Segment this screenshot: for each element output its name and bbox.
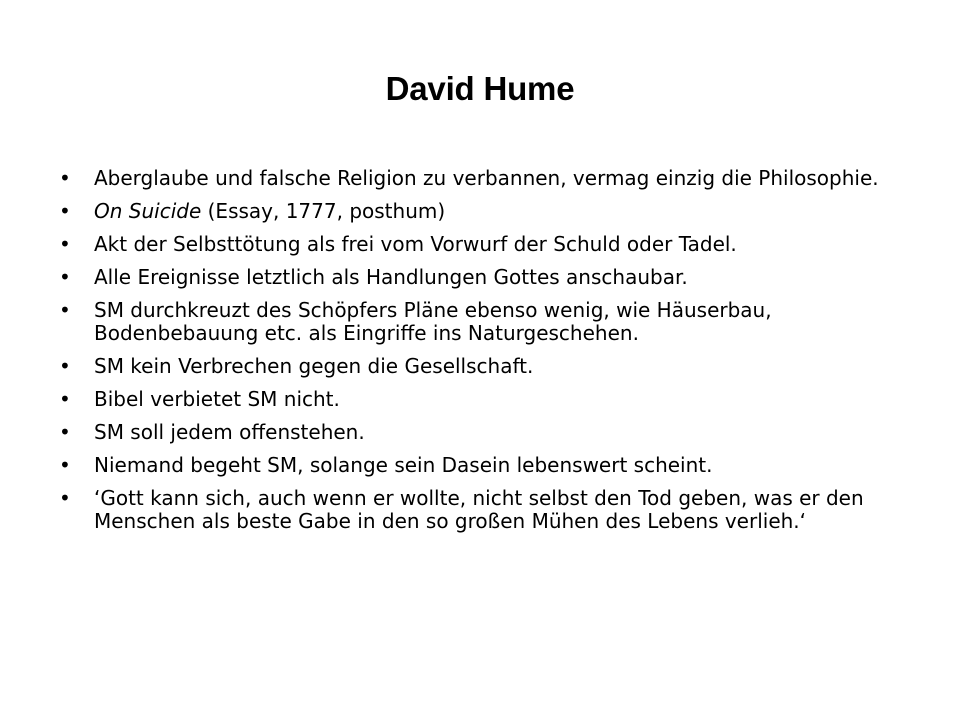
bullet-item <box>58 487 908 533</box>
bullet-icon: • <box>59 453 71 477</box>
bullet-item <box>58 355 908 378</box>
bullet-item <box>58 421 908 444</box>
bullet-text: (Essay, 1777, posthum) <box>201 199 446 223</box>
bullet-text: Akt der Selbsttötung als frei vom Vorwurf der Schuld oder Tadel. <box>94 232 737 256</box>
bullet-item <box>58 454 908 477</box>
bullet-item <box>58 233 908 256</box>
bullet-icon: • <box>59 420 71 444</box>
bullet-text: Niemand begeht SM, solange sein Dasein lebenswert scheint. <box>94 453 713 477</box>
bullet-item <box>58 200 908 223</box>
bullet-list <box>58 167 908 543</box>
bullet-item <box>58 299 908 345</box>
bullet-item <box>58 388 908 411</box>
bullet-text: SM durchkreuzt des Schöpfers Pläne ebenso wenig, wie Häuserbau, Bodenbebauung etc. als Eingriffe ins Naturgeschehen. <box>94 298 772 345</box>
bullet-icon: • <box>59 354 71 378</box>
bullet-item <box>58 167 908 190</box>
bullet-title-italic: On Suicide <box>94 199 202 223</box>
bullet-text: Alle Ereignisse letztlich als Handlungen Gottes anschaubar. <box>94 265 688 289</box>
bullet-text: SM soll jedem offenstehen. <box>94 420 365 444</box>
slide-title: David Hume <box>385 70 575 107</box>
bullet-text: Bibel verbietet SM nicht. <box>94 387 340 411</box>
bullet-text: SM kein Verbrechen gegen die Gesellschaft. <box>94 354 534 378</box>
bullet-icon: • <box>59 387 71 411</box>
bullet-icon: • <box>59 232 71 256</box>
bullet-icon: • <box>59 166 71 190</box>
bullet-text: Aberglaube und falsche Religion zu verbannen, vermag einzig die Philosophie. <box>94 166 879 190</box>
bullet-icon: • <box>59 486 71 510</box>
bullet-icon: • <box>59 199 71 223</box>
bullet-text: ‘Gott kann sich, auch wenn er wollte, nicht selbst den Tod geben, was er den Menschen als beste Gabe in den so großen Mühen des Lebens verlieh.‘ <box>94 486 864 533</box>
bullet-icon: • <box>59 265 71 289</box>
bullet-icon: • <box>59 298 71 322</box>
bullet-item <box>58 266 908 289</box>
